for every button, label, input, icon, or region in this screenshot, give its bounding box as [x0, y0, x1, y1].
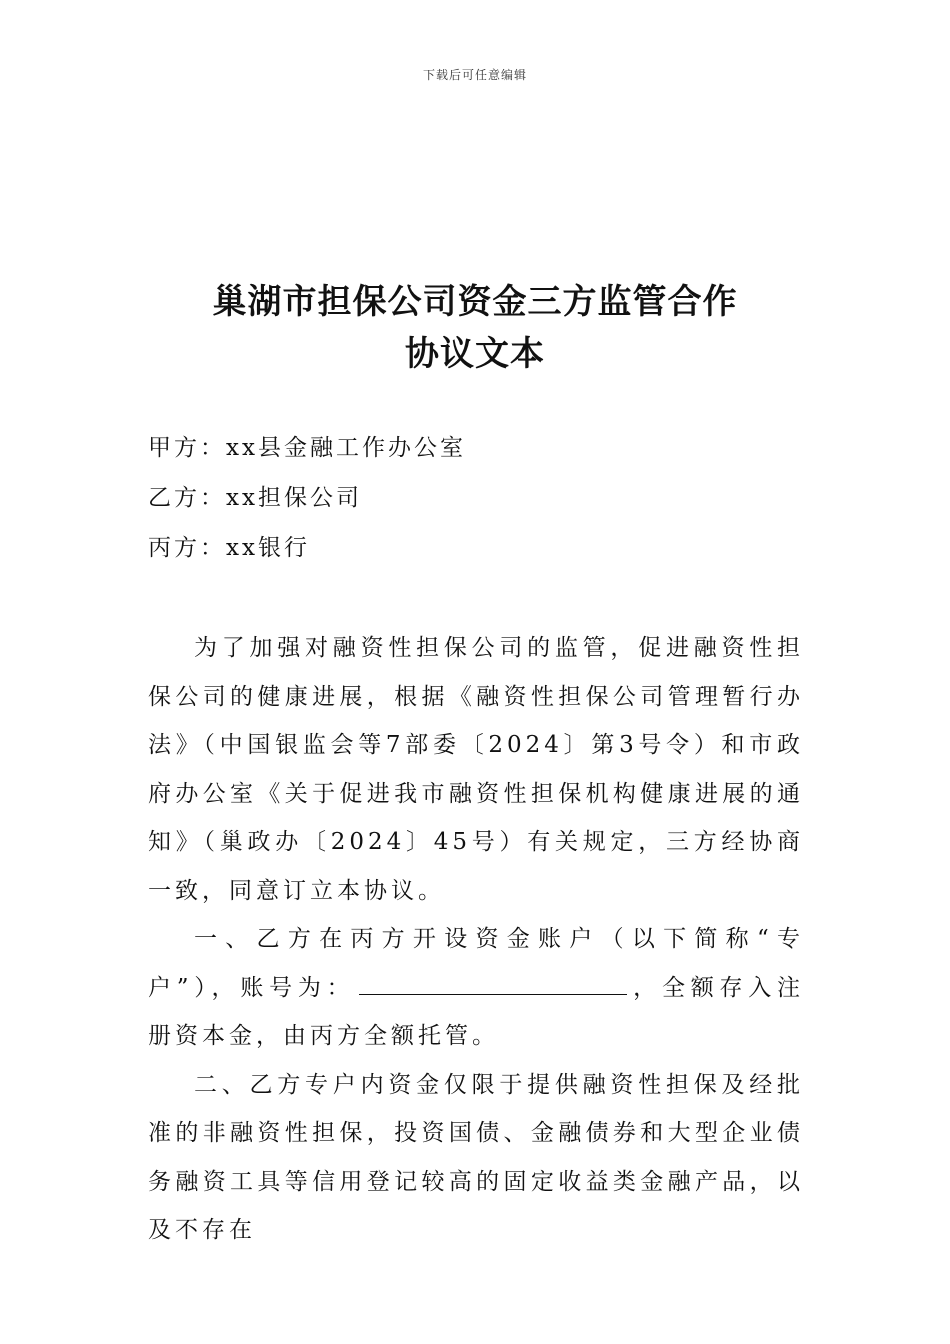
clause-1-text-before: 一、乙方在丙方开设资金账户（以下简称“专户”），账号为：	[148, 926, 804, 1001]
clause-1-paragraph	[148, 915, 804, 1061]
party-c-label: 丙方：	[148, 535, 226, 561]
title-line-2: 协议文本	[405, 334, 545, 374]
header-note: 下载后可任意编辑	[422, 68, 527, 82]
party-c	[148, 532, 310, 564]
agreement-body	[148, 624, 804, 1255]
clause-1-text-after: ，全额存入注册资本金，由丙方全额托管。	[148, 974, 805, 1049]
party-a-label: 甲方：	[148, 435, 226, 461]
intro-paragraph: 为了加强对融资性担保公司的监管，促进融资性担保公司的健康进展，根据《融资性担保公司管理暂行办法》（中国银监会等7部委〔2024〕第3号令）和市政府办公室《关于促进我市融资性担保机构健康进展的通知》（巢政办〔2024〕45号）有关规定，三方经协商一致，同意订立本协议。	[148, 635, 804, 904]
document-title	[0, 276, 950, 380]
party-b-value: xx担保公司	[226, 485, 362, 511]
account-number-blank	[359, 968, 627, 995]
party-b	[148, 482, 362, 514]
party-a-value: xx县金融工作办公室	[226, 435, 466, 461]
party-c-value: xx银行	[226, 535, 310, 561]
party-b-label: 乙方：	[148, 485, 226, 511]
clause-2-paragraph: 二、乙方专户内资金仅限于提供融资性担保及经批准的非融资性担保，投资国债、金融债券和大型企业债务融资工具等信用登记较高的固定收益类金融产品，以及不存在	[148, 1071, 804, 1243]
title-line-1: 巢湖市担保公司资金三方监管合作	[212, 282, 738, 322]
party-a	[148, 432, 466, 464]
